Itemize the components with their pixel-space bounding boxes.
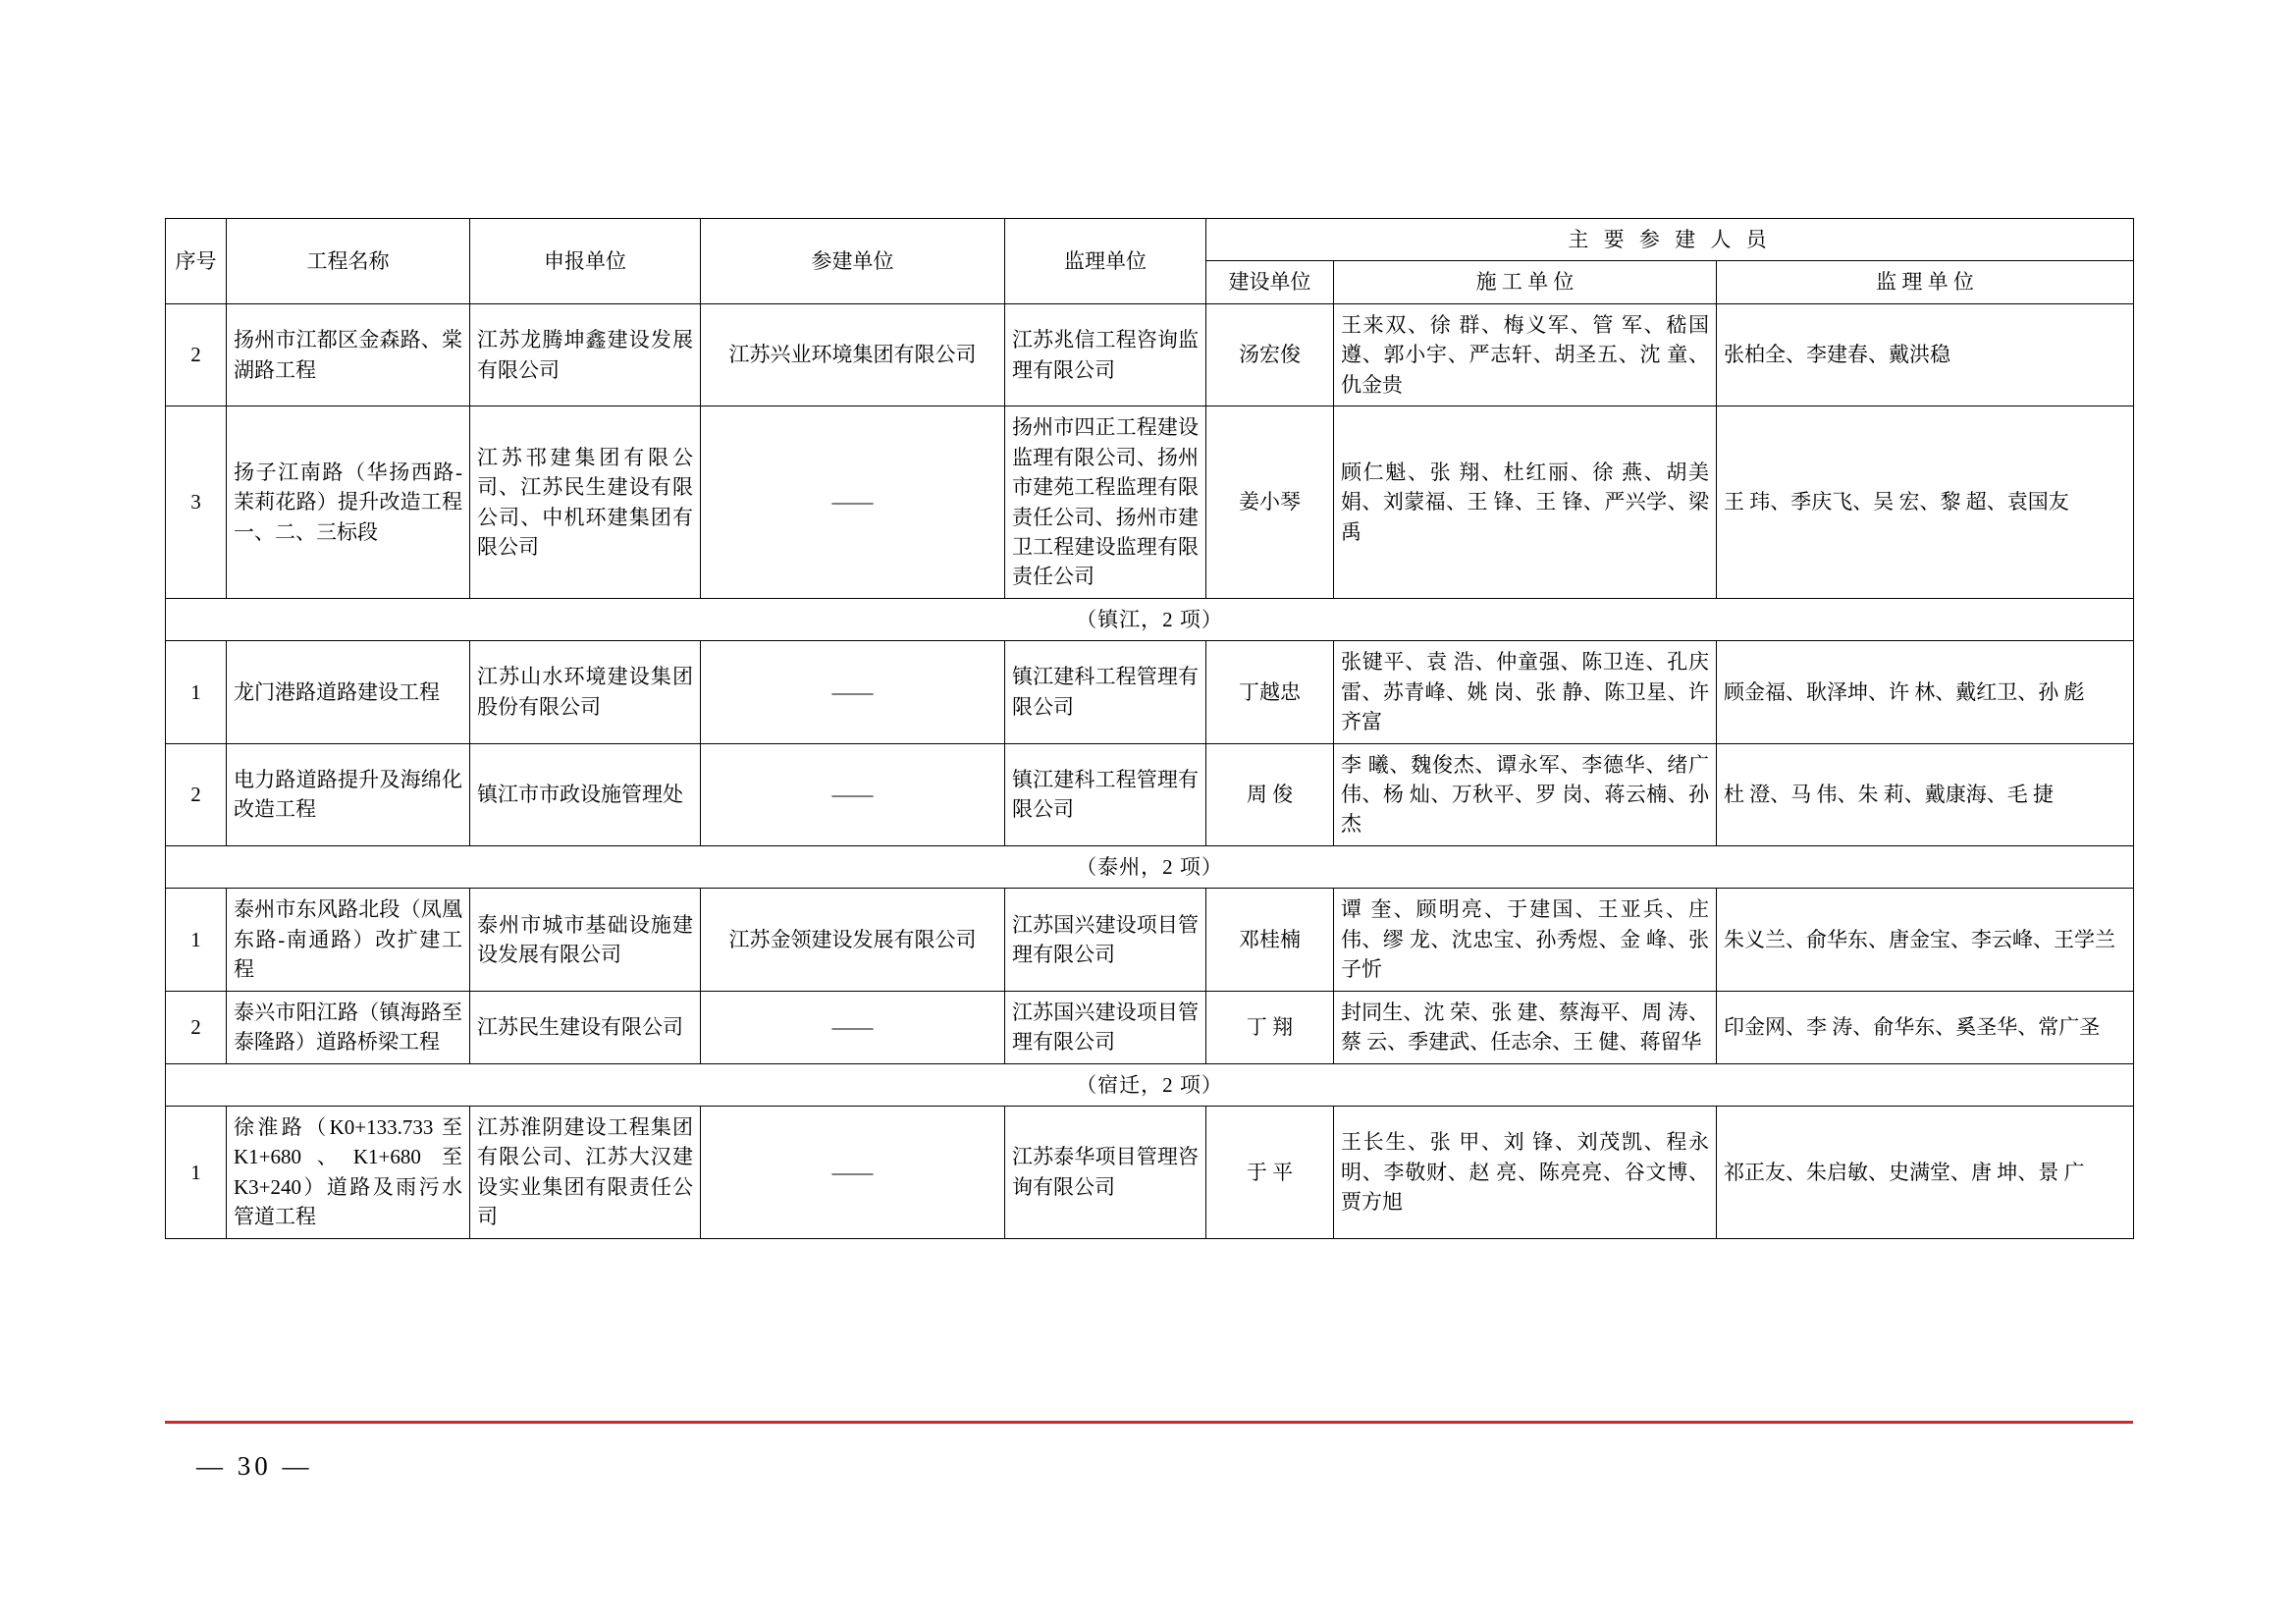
cell-participant-unit: —— <box>701 991 1005 1063</box>
table-group-row <box>166 1063 2134 1106</box>
cell-personnel-build: 丁越忠 <box>1206 641 1334 743</box>
cell-supervision-unit: 镇江建科工程管理有限公司 <box>1005 641 1206 743</box>
cell-seq: 1 <box>166 889 227 991</box>
cell-personnel-build: 于 平 <box>1206 1106 1334 1238</box>
table-row <box>166 743 2134 845</box>
cell-seq: 1 <box>166 1106 227 1238</box>
table-group-row <box>166 845 2134 888</box>
project-table <box>165 218 2134 1239</box>
group-label: （泰州，2 项） <box>166 845 2134 888</box>
page-number: — 30 — <box>196 1451 313 1481</box>
cell-participant-unit: 江苏金领建设发展有限公司 <box>701 889 1005 991</box>
cell-personnel-supervise: 顾金福、耿泽坤、许 林、戴红卫、孙 彪 <box>1717 641 2134 743</box>
cell-personnel-construct: 张键平、袁 浩、仲童强、陈卫连、孔庆雷、苏青峰、姚 岗、张 静、陈卫星、许齐富 <box>1334 641 1717 743</box>
cell-project-name: 泰兴市阳江路（镇海路至泰隆路）道路桥梁工程 <box>227 991 470 1063</box>
cell-project-name: 徐淮路（K0+133.733 至 K1+680、K1+680 至 K3+240）道路及雨污水管道工程 <box>227 1106 470 1238</box>
group-label: （宿迁，2 项） <box>166 1063 2134 1106</box>
header-main-personnel: 主 要 参 建 人 员 <box>1206 219 2134 261</box>
table-row <box>166 406 2134 599</box>
cell-seq: 2 <box>166 991 227 1063</box>
cell-project-name: 扬州市江都区金森路、棠湖路工程 <box>227 303 470 406</box>
cell-personnel-construct: 王长生、张 甲、刘 锋、刘茂凯、程永明、李敬财、赵 亮、陈亮亮、谷文博、贾方旭 <box>1334 1106 1717 1238</box>
page-bottom-rule <box>165 1421 2133 1424</box>
cell-personnel-construct: 顾仁魁、张 翔、杜红丽、徐 燕、胡美娟、刘蒙福、王 锋、王 锋、严兴学、梁 禹 <box>1334 406 1717 599</box>
table-row <box>166 1106 2134 1238</box>
cell-seq: 2 <box>166 303 227 406</box>
cell-personnel-build: 丁 翔 <box>1206 991 1334 1063</box>
cell-participant-unit: —— <box>701 743 1005 845</box>
header-sub-supervise-unit: 监 理 单 位 <box>1717 261 2134 303</box>
table-row <box>166 303 2134 406</box>
cell-personnel-supervise: 朱义兰、俞华东、唐金宝、李云峰、王学兰 <box>1717 889 2134 991</box>
header-supervision-unit: 监理单位 <box>1005 219 1206 304</box>
project-table-container <box>165 218 2133 1239</box>
cell-project-name: 龙门港路道路建设工程 <box>227 641 470 743</box>
header-participant-unit: 参建单位 <box>701 219 1005 304</box>
cell-personnel-build: 邓桂楠 <box>1206 889 1334 991</box>
cell-supervision-unit: 扬州市四正工程建设监理有限公司、扬州市建苑工程监理有限责任公司、扬州市建卫工程建设监理有限责任公司 <box>1005 406 1206 599</box>
header-sub-construct-unit: 施 工 单 位 <box>1334 261 1717 303</box>
cell-seq: 1 <box>166 641 227 743</box>
cell-seq: 3 <box>166 406 227 599</box>
cell-applicant-unit: 江苏龙腾坤鑫建设发展有限公司 <box>470 303 701 406</box>
cell-supervision-unit: 江苏国兴建设项目管理有限公司 <box>1005 991 1206 1063</box>
cell-personnel-build: 周 俊 <box>1206 743 1334 845</box>
cell-participant-unit: —— <box>701 641 1005 743</box>
cell-participant-unit: —— <box>701 1106 1005 1238</box>
cell-personnel-supervise: 杜 澄、马 伟、朱 莉、戴康海、毛 捷 <box>1717 743 2134 845</box>
table-header-row-1 <box>166 219 2134 261</box>
table-group-row <box>166 598 2134 640</box>
table-row <box>166 991 2134 1063</box>
cell-applicant-unit: 江苏山水环境建设集团股份有限公司 <box>470 641 701 743</box>
cell-applicant-unit: 泰州市城市基础设施建设发展有限公司 <box>470 889 701 991</box>
cell-project-name: 泰州市东风路北段（凤凰东路-南通路）改扩建工程 <box>227 889 470 991</box>
group-label: （镇江，2 项） <box>166 598 2134 640</box>
cell-applicant-unit: 镇江市市政设施管理处 <box>470 743 701 845</box>
cell-project-name: 电力路道路提升及海绵化改造工程 <box>227 743 470 845</box>
cell-supervision-unit: 江苏兆信工程咨询监理有限公司 <box>1005 303 1206 406</box>
cell-participant-unit: —— <box>701 406 1005 599</box>
header-seq: 序号 <box>166 219 227 304</box>
cell-personnel-build: 汤宏俊 <box>1206 303 1334 406</box>
table-row <box>166 641 2134 743</box>
cell-applicant-unit: 江苏民生建设有限公司 <box>470 991 701 1063</box>
cell-personnel-construct: 谭 奎、顾明亮、于建国、王亚兵、庄 伟、缪 龙、沈忠宝、孙秀煜、金 峰、张子忻 <box>1334 889 1717 991</box>
cell-personnel-supervise: 张柏全、李建春、戴洪稳 <box>1717 303 2134 406</box>
cell-personnel-construct: 李 曦、魏俊杰、谭永军、李德华、绪广伟、杨 灿、万秋平、罗 岗、蒋云楠、孙 杰 <box>1334 743 1717 845</box>
cell-applicant-unit: 江苏淮阴建设工程集团有限公司、江苏大汉建设实业集团有限责任公司 <box>470 1106 701 1238</box>
cell-personnel-construct: 封同生、沈 荣、张 建、蔡海平、周 涛、蔡 云、季建武、任志余、王 健、蒋留华 <box>1334 991 1717 1063</box>
table-row <box>166 889 2134 991</box>
header-sub-build-unit: 建设单位 <box>1206 261 1334 303</box>
cell-personnel-build: 姜小琴 <box>1206 406 1334 599</box>
cell-project-name: 扬子江南路（华扬西路-茉莉花路）提升改造工程一、二、三标段 <box>227 406 470 599</box>
header-applicant-unit: 申报单位 <box>470 219 701 304</box>
cell-supervision-unit: 镇江建科工程管理有限公司 <box>1005 743 1206 845</box>
cell-personnel-construct: 王来双、徐 群、梅义军、管 军、嵇国遵、郭小宇、严志轩、胡圣五、沈 童、仇金贵 <box>1334 303 1717 406</box>
table-body <box>166 303 2134 1238</box>
cell-supervision-unit: 江苏国兴建设项目管理有限公司 <box>1005 889 1206 991</box>
cell-personnel-supervise: 王 玮、季庆飞、吴 宏、黎 超、袁国友 <box>1717 406 2134 599</box>
cell-supervision-unit: 江苏泰华项目管理咨询有限公司 <box>1005 1106 1206 1238</box>
cell-personnel-supervise: 祁正友、朱启敏、史满堂、唐 坤、景 广 <box>1717 1106 2134 1238</box>
cell-participant-unit: 江苏兴业环境集团有限公司 <box>701 303 1005 406</box>
cell-seq: 2 <box>166 743 227 845</box>
header-project-name: 工程名称 <box>227 219 470 304</box>
cell-applicant-unit: 江苏邗建集团有限公司、江苏民生建设有限公司、中机环建集团有限公司 <box>470 406 701 599</box>
cell-personnel-supervise: 印金网、李 涛、俞华东、奚圣华、常广圣 <box>1717 991 2134 1063</box>
